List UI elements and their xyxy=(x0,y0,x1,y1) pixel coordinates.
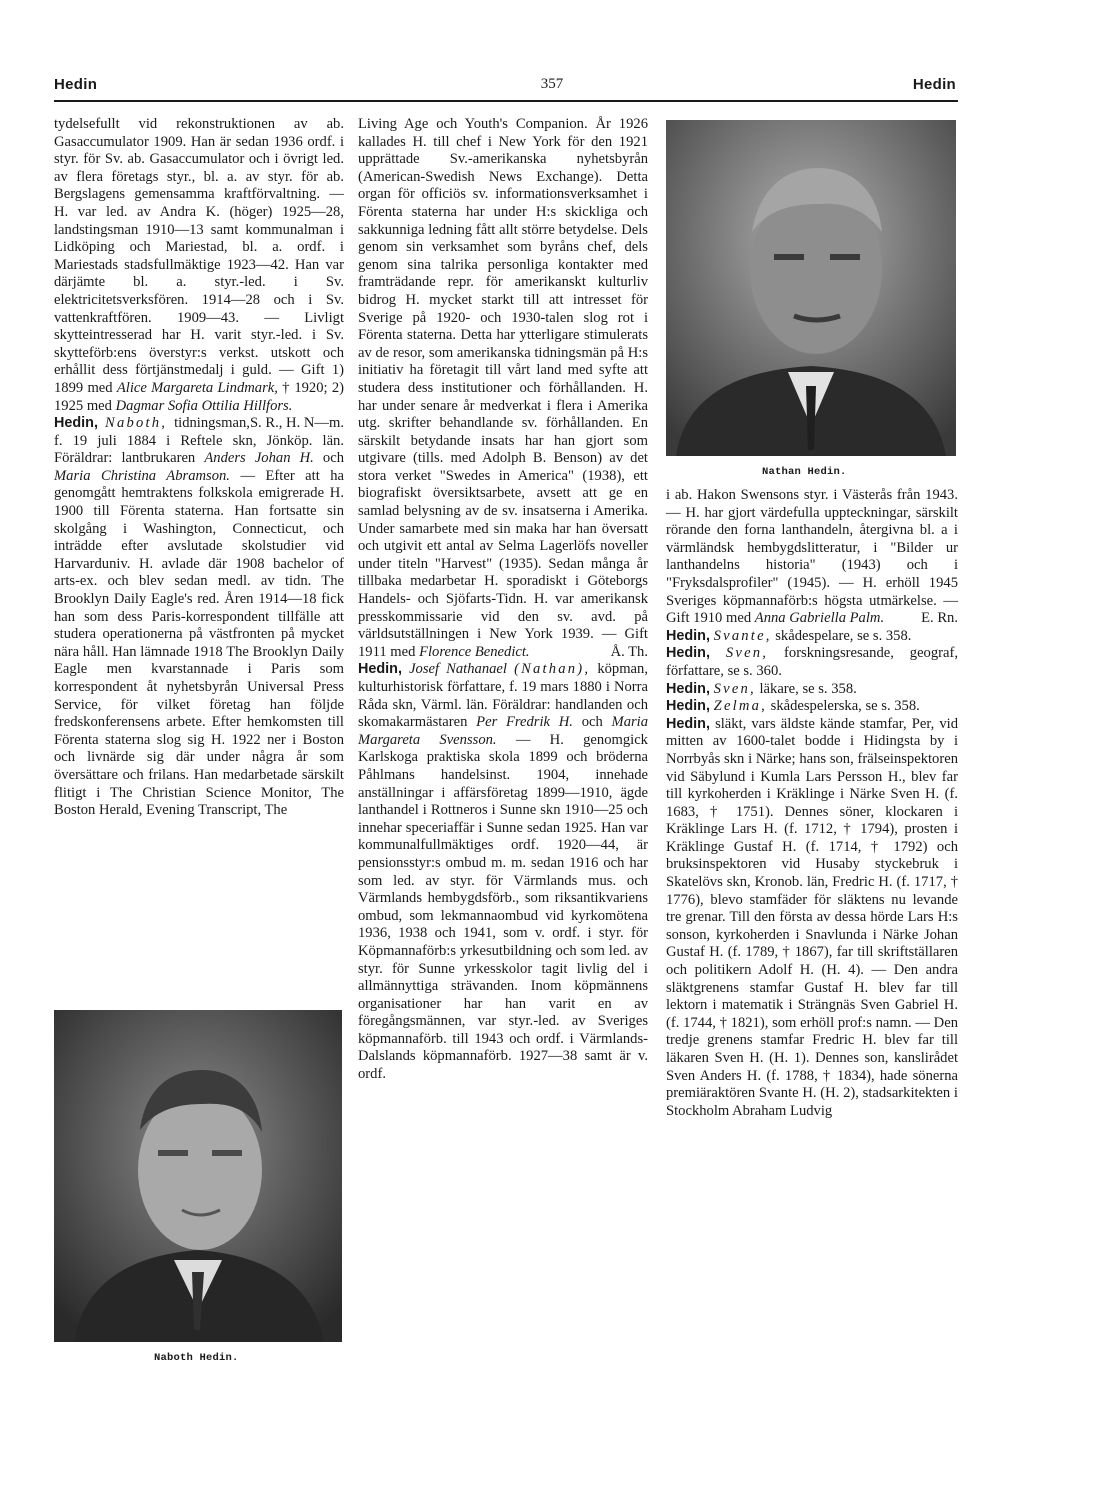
header-rule xyxy=(54,100,958,102)
column-1 xyxy=(54,116,344,820)
entry-headword: Hedin, xyxy=(666,627,710,644)
entry-headword: Hedin, xyxy=(54,415,98,432)
entry-headword: Hedin, xyxy=(358,661,402,678)
photo-caption: Nathan Hedin. xyxy=(762,466,847,478)
entry-headword: Hedin, xyxy=(666,645,710,662)
entry-continuation: i ab. Hakon Swensons styr. i Västerås från 1943. — H. har gjort värdefulla uppteckningar, särskilt rörande den forna lanthandeln, återgivna bl. a i värmländsk hembygdslitteratur, i "Bilder ur lanthandelns historia" (1943) och i "Fryksdalsprofiler" (1945). — H. erhöll 1945 Sveriges köpmannaförb:s högsta utmärkelse. — Gift 1910 med Anna Gabriella Palm. E. Rn. xyxy=(666,487,958,627)
portrait-naboth-hedin xyxy=(54,1010,342,1342)
entry-hedin-family: Hedin, släkt, vars äldste kände stamfar, Per, vid mitten av 1600-talet bodde i Hidingsta by i Norrbyås skn i Närke; hans son, frälseinspektoren vid Säbylund i Kumla Lars Persson H., blev far till kyrkoherden i Kräklinge i Närke Sven H. (f. 1683, † 1751). Dennes söner, klockaren i Kräklinge Lars H. (f. 1712, † 1794), prosten i Kräklinge Gustaf H. (f. 1714, † 1792) och bruksinspektoren vid Husaby styckebruk i Skatelövs skn, Kronob. län, Fredric H. (f. 1717, † 1776), blevo stamfäder för släktens nu levande tre grenar. Till den första av dessa hörde Lars H:s sonson, kyrkoherden i Snavlunda i Närke Johan Gustaf H. (f. 1789, † 1867), far till skriftställaren och politikern Adolf H. (H. 4). — Den andra släktgrenens stamfar Gustaf H. blev far till lektorn i matematik i Strängnäs Sven Gabriel H. (f. 1744, † 1821), som erhöll prof:s namn. — Den tredje grenens stamfar Fredric H. blev far till läkaren Sven H. (H. 1). Dennes son, kanslirådet Sven Anders H. (f. 1788, † 1834), hade sönerna premiäraktören Svante H. (H. 2), stadsarkitekten i Stockholm Abraham Ludvig xyxy=(666,715,958,1119)
entry-headword: Hedin, xyxy=(666,698,710,715)
author-signature: Å. Th. xyxy=(610,643,648,660)
author-signature: S. R., H. N—m. xyxy=(249,415,344,432)
entry-sven-hedin-explorer: Hedin, Sven, forskningsresande, geograf, författare, se s. 360. xyxy=(666,645,958,679)
column-2 xyxy=(358,116,648,1084)
entry-zelma-hedin: Hedin, Zelma, skådespelerska, se s. 358. xyxy=(666,698,920,715)
portrait-image xyxy=(54,1010,342,1342)
entry-continuation: Living Age och Youth's Companion. År 1926 kallades H. till chef i New York för den 1921 upprättade Sv.-amerikanska nyhetsbyrån (American-Swedish News Exchange). Detta organ för officiös sv. informationsverksamhet i Förenta staterna har under H:s skickliga och sakkunniga ledning fått allt större betydelse. Dels genom sin verksamhet som byråns chef, dels genom sina talrika personliga kontakter med framträdande repr. för amerikanskt kulturliv bidrog H. mycket starkt till att intresset för Sverige på 1920- och 1930-talen slog rot i Förenta staterna. Detta har ytterligare stimulerats av de resor, som amerikanska tidningsmän på H:s initiativ ha företagit till vårt land med syfte att studera dess institutioner och förhållanden. H. har under senare år medverkat i flera i Amerika utg. skrifter behandlande sv. förhållanden. En särskilt betydande insats har han gjort som utgivare (tills. med Adolph B. Benson) av det stora verket "Swedes in America" (1938), ett biografiskt översiktsarbete, avsett att ge en samlad belysning av de sv. insatserna i Amerika. Under samarbete med sin maka har han översatt och utgivit ett antal av Selma Lagerlöfs noveller under titeln "Harvest" (1935). Sedan många år tillbaka medarbetar H. sporadiskt i Göteborgs Handels- och Sjöfarts-Tidn. H. var amerikansk presskommissarie vid den sv. avd. på världsutställningen i New York 1939. — Gift 1911 med Florence Benedict. Å. Th. xyxy=(358,116,648,660)
portrait-image xyxy=(666,120,956,456)
page-number: 357 xyxy=(540,76,564,92)
author-signature: E. Rn. xyxy=(921,610,958,627)
photo-caption: Naboth Hedin. xyxy=(154,1352,239,1364)
entry-headword: Hedin, xyxy=(666,715,710,732)
column-3 xyxy=(666,487,958,1120)
entry-nathan-hedin: Hedin, Josef Nathanael (Nathan), köpman, kulturhistorisk författare, f. 19 mars 1880 i Norra Råda skn, Värml. län. Föräldrar: handlanden och skomakarmästaren Per Fredrik H. och Maria Margareta Svensson. — H. genomgick Karlskoga praktiska skola 1899 och bröderna Påhlmans handelsinst. 1904, innehade anställningar i affärsföretag 1899—1910, ägde lanthandel i Rottneros i Sunne skn 1910—25 och innehar speceriaffär i Sunne sedan 1925. Han var kommunalfullmäktiges ordf. 1920—44, är pensionsstyr:s ombud m. m. sedan 1916 och har som led. av styr. för Värmlands mus. och Värmlands hembygdsförb., som riksantikvariens ombud, som lekmannaombud vid kyrkomötena 1936, 1938 och 1941, som v. ordf. i styr. för Köpmannaförb:s yrkesutbildning och som led. av styr. för Sunne yrkesskolor tagit livlig del i allmännyttiga strävanden. Inom köpmännens organisationer har han varit en av föregångsmännen, var styr.-led. av Sveriges köpmannaförb. till 1943 och ordf. i Värmlands-Dalslands köpmannaförb. 1927—38 samt är v. ordf. xyxy=(358,661,649,1083)
portrait-nathan-hedin xyxy=(666,120,956,456)
entry-headword: Hedin, xyxy=(666,680,710,697)
entry-continuation: tydelsefullt vid rekonstruktionen av ab. Gasaccumulator 1909. Han är sedan 1936 ordf. i styr. för Sv. ab. Gasaccumulator och i övrigt led. av flera företags styr., bl. a. av styr. för ab. Bergslagens gemensamma kraftförvaltning. — H. var led. av Andra K. (höger) 1925—28, landstingsman 1910—13 samt kommunalman i Lidköping och Mariestad, bl. a. ordf. i Mariestads stadsfullmäktige 1923—42. Han var därjämte bl. a. styr.-led. i Sv. elektricitetsverksfören. 1914—28 och i Sv. vattenkraftfören. 1909—43. — Livligt skytteintresserad har H. varit styr.-led. i Sv. skytteförb:ens överstyr:s verkst. utskott och erhållit dess förtjänstmedalj i guld. — Gift 1) 1899 med Alice Margareta Lindmark, † 1920; 2) 1925 med Dagmar Sofia Ottilia Hillfors. S. R., H. N—m. xyxy=(54,116,344,432)
entry-svante-hedin: Hedin, Svante, skådespelare, se s. 358. xyxy=(666,627,912,644)
running-head-left: Hedin xyxy=(54,76,98,93)
running-head-right: Hedin xyxy=(912,76,956,93)
entry-naboth-hedin: Hedin, Naboth, tidningsman, f. 19 juli 1884 i Reftele skn, Jönköp. län. Föräldrar: lantbrukaren Anders Johan H. och Maria Christina Abramson. — Efter att ha genomgått hemtraktens folkskola emigrerade H. 1900 till Förenta staterna. Han fortsatte sin skolgång i Washington, Connecticut, och inträdde efter avslutade skolstudier vid Harvarduniv. H. avlade där 1908 bachelor of arts-ex. och blev sedan medl. av tidn. The Brooklyn Daily Eagle's red. Åren 1914—18 fick han som dess Paris-korrespondent tillfälle att studera operationerna på västfronten på mycket nära håll. Han lämnade 1918 The Brooklyn Daily Eagle men kvarstannade i Paris som korrespondent åt nyhetsbyrån Universal Press Service, för vilket företag han följde fredskonferensens arbete. Efter hemkomsten till Förenta staterna slog sig H. 1922 ner i Boston och livnärde sig där under några år som översättare och frilans. Han medarbetade särskilt flitigt i The Christian Science Monitor, The Boston Herald, Evening Transcript, The xyxy=(54,415,344,819)
entry-sven-hedin-physician: Hedin, Sven, läkare, se s. 358. xyxy=(666,680,857,697)
